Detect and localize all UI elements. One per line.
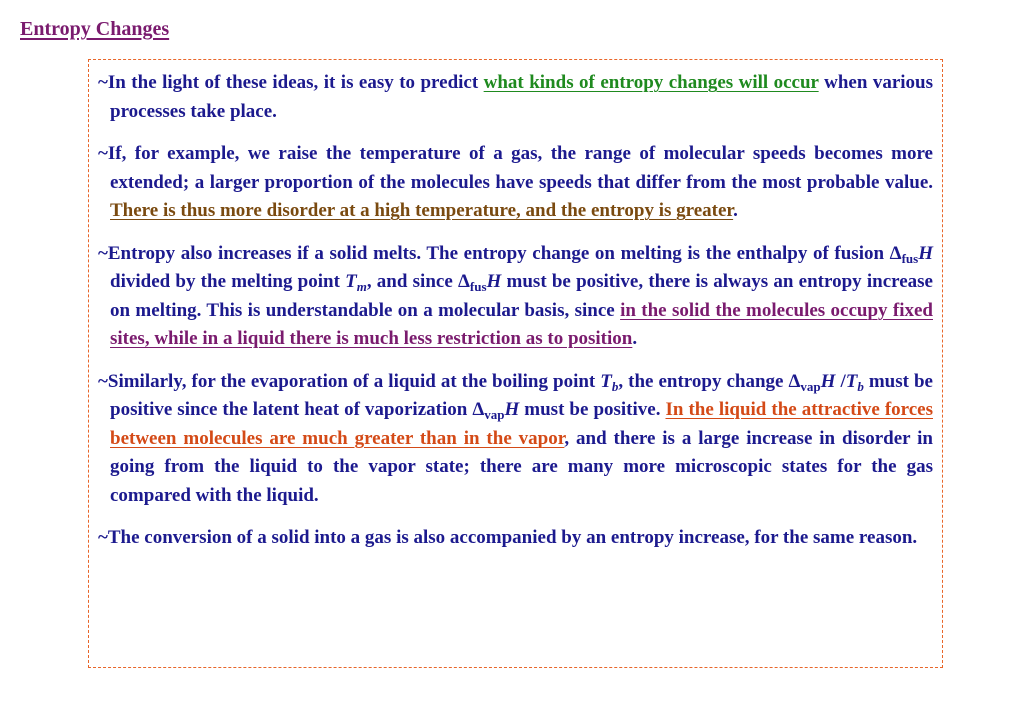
- text-span: .: [632, 328, 638, 349]
- paragraph-prediction: [98, 69, 933, 126]
- text-span: must be positive, there is always an entropy increase on melting. This is understandable on a molecular basis, since: [110, 271, 933, 321]
- text-span: , and there is a large increase in disorder in going from the liquid to the vapor state; there are many more microscopic states for the gas compared with the liquid.: [110, 427, 933, 506]
- delta-symbol: Δ: [457, 271, 470, 292]
- subscript-m: m: [356, 279, 367, 294]
- text-span: ~The conversion of a solid into a gas is also accompanied by an entropy increase, for the same reason.: [98, 527, 918, 548]
- highlight-fixed-sites: in the solid the molecules occupy fixed sites, while in a liquid there is much less restriction as to position: [110, 299, 933, 349]
- temperature-symbol: T: [600, 370, 612, 392]
- text-span: , the entropy change: [618, 370, 789, 392]
- enthalpy-symbol: H: [486, 271, 502, 292]
- text-span: must be positive since the latent heat of vaporization: [110, 370, 933, 420]
- content-box: [88, 59, 943, 668]
- text-span: , and since: [366, 271, 458, 292]
- subscript-fus: fus: [901, 250, 919, 266]
- paragraph-evaporation: [98, 368, 933, 511]
- highlight-high-temperature: There is thus more disorder at a high temperature, and the entropy is greater: [110, 200, 734, 221]
- text-span: .: [733, 200, 738, 221]
- text-span: must be positive.: [519, 399, 666, 420]
- paragraph-temperature: [98, 140, 933, 226]
- temperature-symbol: T: [845, 370, 858, 392]
- subscript-vap: vap: [484, 407, 505, 422]
- paragraph-melting: [98, 240, 933, 354]
- text-span: ~Similarly, for the evaporation of a liquid at the boiling point: [98, 370, 601, 392]
- delta-symbol: Δ: [472, 399, 485, 420]
- text-span: ~In the light of these ideas, it is easy to predict: [98, 72, 484, 93]
- subscript-b: b: [611, 378, 619, 394]
- enthalpy-symbol: H: [918, 242, 933, 264]
- highlight-entropy-changes: what kinds of entropy changes will occur: [483, 72, 819, 93]
- text-span: ~If, for example, we raise the temperature of a gas, the range of molecular speeds becomes more extended; a larger proportion of the molecules have speeds that differ from the most probable value.: [98, 143, 933, 193]
- text-span: divided by the melting point: [110, 271, 346, 292]
- subscript-b: b: [857, 378, 864, 394]
- text-span: ~Entropy also increases if a solid melts. The entropy change on melting is the enthalpy of fusion: [98, 242, 890, 264]
- text-span: when various processes take place.: [110, 72, 934, 122]
- enthalpy-symbol: H: [504, 399, 520, 420]
- subscript-fus: fus: [469, 279, 487, 294]
- temperature-symbol: T: [345, 271, 357, 292]
- subscript-vap: vap: [800, 378, 821, 394]
- enthalpy-symbol: H: [820, 370, 836, 392]
- delta-symbol: Δ: [889, 242, 902, 264]
- page-title: Entropy Changes: [20, 18, 170, 40]
- highlight-attractive-forces: In the liquid the attractive forces between molecules are much greater than in the vapor: [110, 399, 933, 449]
- delta-symbol: Δ: [788, 370, 801, 392]
- paragraph-sublimation: [98, 524, 933, 553]
- slash-symbol: /: [835, 370, 846, 392]
